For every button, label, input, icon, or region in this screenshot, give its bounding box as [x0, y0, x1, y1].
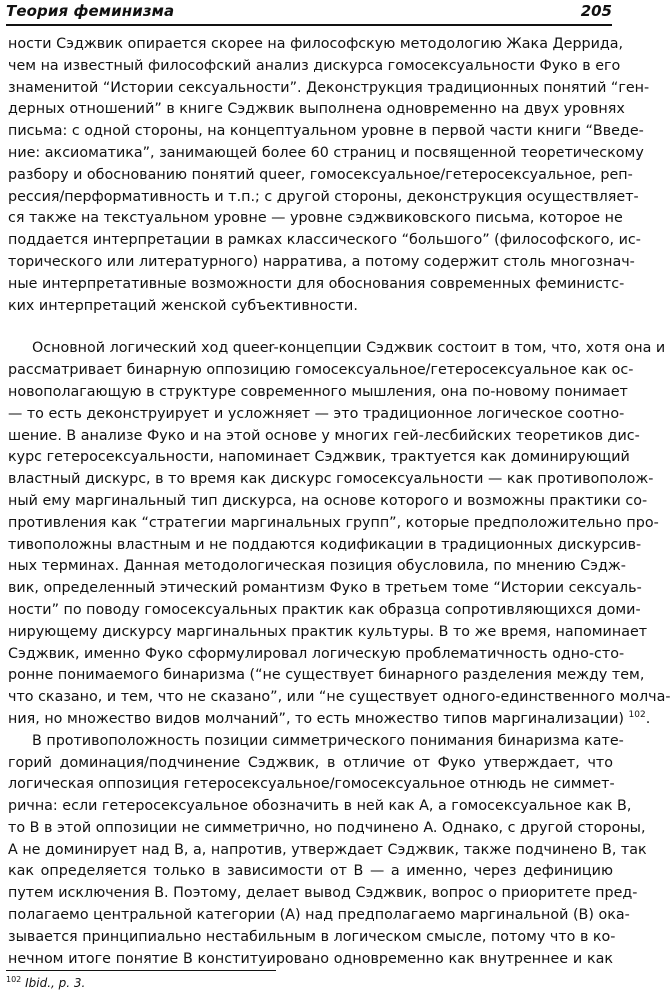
text-line: ние: аксиоматика”, занимающей более 60 страниц и посвященной теоретическому: [8, 144, 644, 161]
text-line: путем исключения B. Поэтому, делает вывод Сэджвик, вопрос о приоритете пред-: [8, 885, 638, 902]
text-line: новополагающую в структуре современного мышления, она по-новому понимает: [8, 383, 628, 400]
body-text: [8, 34, 671, 970]
text-line: поддается интерпретации в рамках классического “большого” (философского, ис-: [8, 232, 641, 249]
text-line: знаменитой “Истории сексуальности”. Деконструкция традиционных понятий “ген-: [8, 79, 650, 96]
footnote-rule: [6, 970, 276, 971]
footnote: [6, 975, 85, 990]
page-number: 205: [580, 2, 612, 20]
paragraph-1: [8, 34, 650, 317]
text-line: то B в этой оппозиции не симметрично, но подчинено A. Однако, с другой стороны,: [8, 819, 646, 836]
footnote-number: 102: [6, 975, 22, 984]
text-line: ния, но множество видов молчаний”, то есть множество типов маргинализации): [8, 710, 624, 727]
text-line: как определяется только в зависимости от B — а именно, через дефиницию: [8, 863, 613, 880]
text-line: рична: если гетеросексуальное обозначить в ней как A, а гомосексуальное как B,: [8, 798, 632, 815]
text-line-with-footnote: ния, но множество видов молчаний”, то есть множество типов маргинализации) $^{102}$.: [8, 710, 651, 727]
text-line: ные интерпретативные возможности для обоснования современных феминистс-: [8, 275, 625, 292]
paragraph-3: [8, 731, 647, 971]
text-line: противления как “стратегии маргинальных групп”, которые предположительно про-: [8, 514, 659, 531]
running-head: [6, 0, 612, 26]
text-line: дерных отношений” в книге Сэджвик выполнена одновременно на двух уровнях: [8, 101, 625, 118]
footnote-text: Ibid., p. 3.: [25, 976, 86, 990]
text-line: рессия/перформативность и т.п.; с другой стороны, деконструкция осуществляет-: [8, 188, 639, 205]
text-line: тивоположны властным и не поддаются кодификации в традиционных дискурсив-: [8, 536, 642, 553]
text-line: рассматривает бинарную оппозицию гомосексуальное/гетеросексуальное как ос-: [8, 362, 634, 379]
paragraph-gap: [8, 317, 613, 338]
text-line: вик, определенный этический романтизм Фуко в третьем томе “Истории сексуаль-: [8, 580, 642, 597]
text-line: ронне понимаемого бинаризма (“не существует бинарного разделения между тем,: [8, 667, 645, 684]
text-line: ся также на текстуальном уровне — уровне сэджвиковского письма, которое не: [8, 210, 623, 227]
text-line: логическая оппозиция гетеросексуальное/гомосексуальное отнюдь не симмет-: [8, 776, 615, 793]
text-line: ности Сэджвик опирается скорее на философскую методологию Жака Деррида,: [8, 36, 624, 52]
text-line: горий доминация/подчинение Сэджвик, в отличие от Фуко утверждает, что: [8, 754, 613, 771]
text-line: нечном итоге понятие B конституировано одновременно как внутреннее и как: [8, 950, 613, 967]
text-line: Основной логический ход queer-концепции Сэджвик состоит в том, что, хотя она и: [32, 340, 666, 357]
text-line: ких интерпретаций женской субъективности.: [8, 297, 358, 314]
text-line: что сказано, и тем, что не сказано”, или “не существует одного-единственного молча-: [8, 689, 671, 706]
text-line: ный ему маргинальный тип дискурса, на основе которого и возможны практики со-: [8, 492, 648, 509]
text-line: торического или литературного) нарратива, а потому содержит столь многознач-: [8, 253, 635, 270]
text-line: В противоположность позиции симметрического понимания бинаризма кате-: [32, 732, 624, 749]
text-line: курс гетеросексуальности, напоминает Сэджвик, трактуется как доминирующий: [8, 449, 630, 466]
text-line: шение. В анализе Фуко и на этой основе у многих гей-лесбийских теоретиков дис-: [8, 427, 640, 444]
running-title: Теория феминизма: [6, 2, 175, 20]
footnote-reference[interactable]: 102: [628, 710, 646, 721]
text-line: Сэджвик, именно Фуко сформулировал логическую проблематичность одно-сто-: [8, 645, 625, 662]
text-line: ности” по поводу гомосексуальных практик как образца сопротивляющихся доми-: [8, 601, 641, 618]
text-line: разбору и обоснованию понятий queer, гомосексуальное/гетеросексуальное, реп-: [8, 166, 633, 183]
header-rule: [6, 24, 612, 26]
text-line: письма: с одной стороны, на концептуальном уровне в первой части книги “Введе-: [8, 123, 644, 140]
text-line: A не доминирует над B, а, напротив, утверждает Сэджвик, также подчинено B, так: [8, 841, 647, 858]
text-line: нирующему дискурсу маргинальных практик культуры. В то же время, напоминает: [8, 623, 648, 640]
text-line: ных терминах. Данная методологическая позиция обусловила, по мнению Сэдж-: [8, 558, 626, 575]
text-line: зывается принципиально нестабильным в логическом смысле, потому что в ко-: [8, 928, 616, 945]
text-line: чем на известный философский анализ дискурса гомосексуальности Фуко в его: [8, 57, 621, 74]
text-line: — то есть деконструирует и усложняет — это традиционное логическое соотно-: [8, 405, 625, 422]
text-line: полагаемо центральной категории (A) над предполагаемо маргинальной (B) ока-: [8, 907, 630, 924]
text-line: властный дискурс, в то время как дискурс гомосексуальности — как противополож-: [8, 471, 654, 488]
paragraph-2: [8, 338, 671, 730]
